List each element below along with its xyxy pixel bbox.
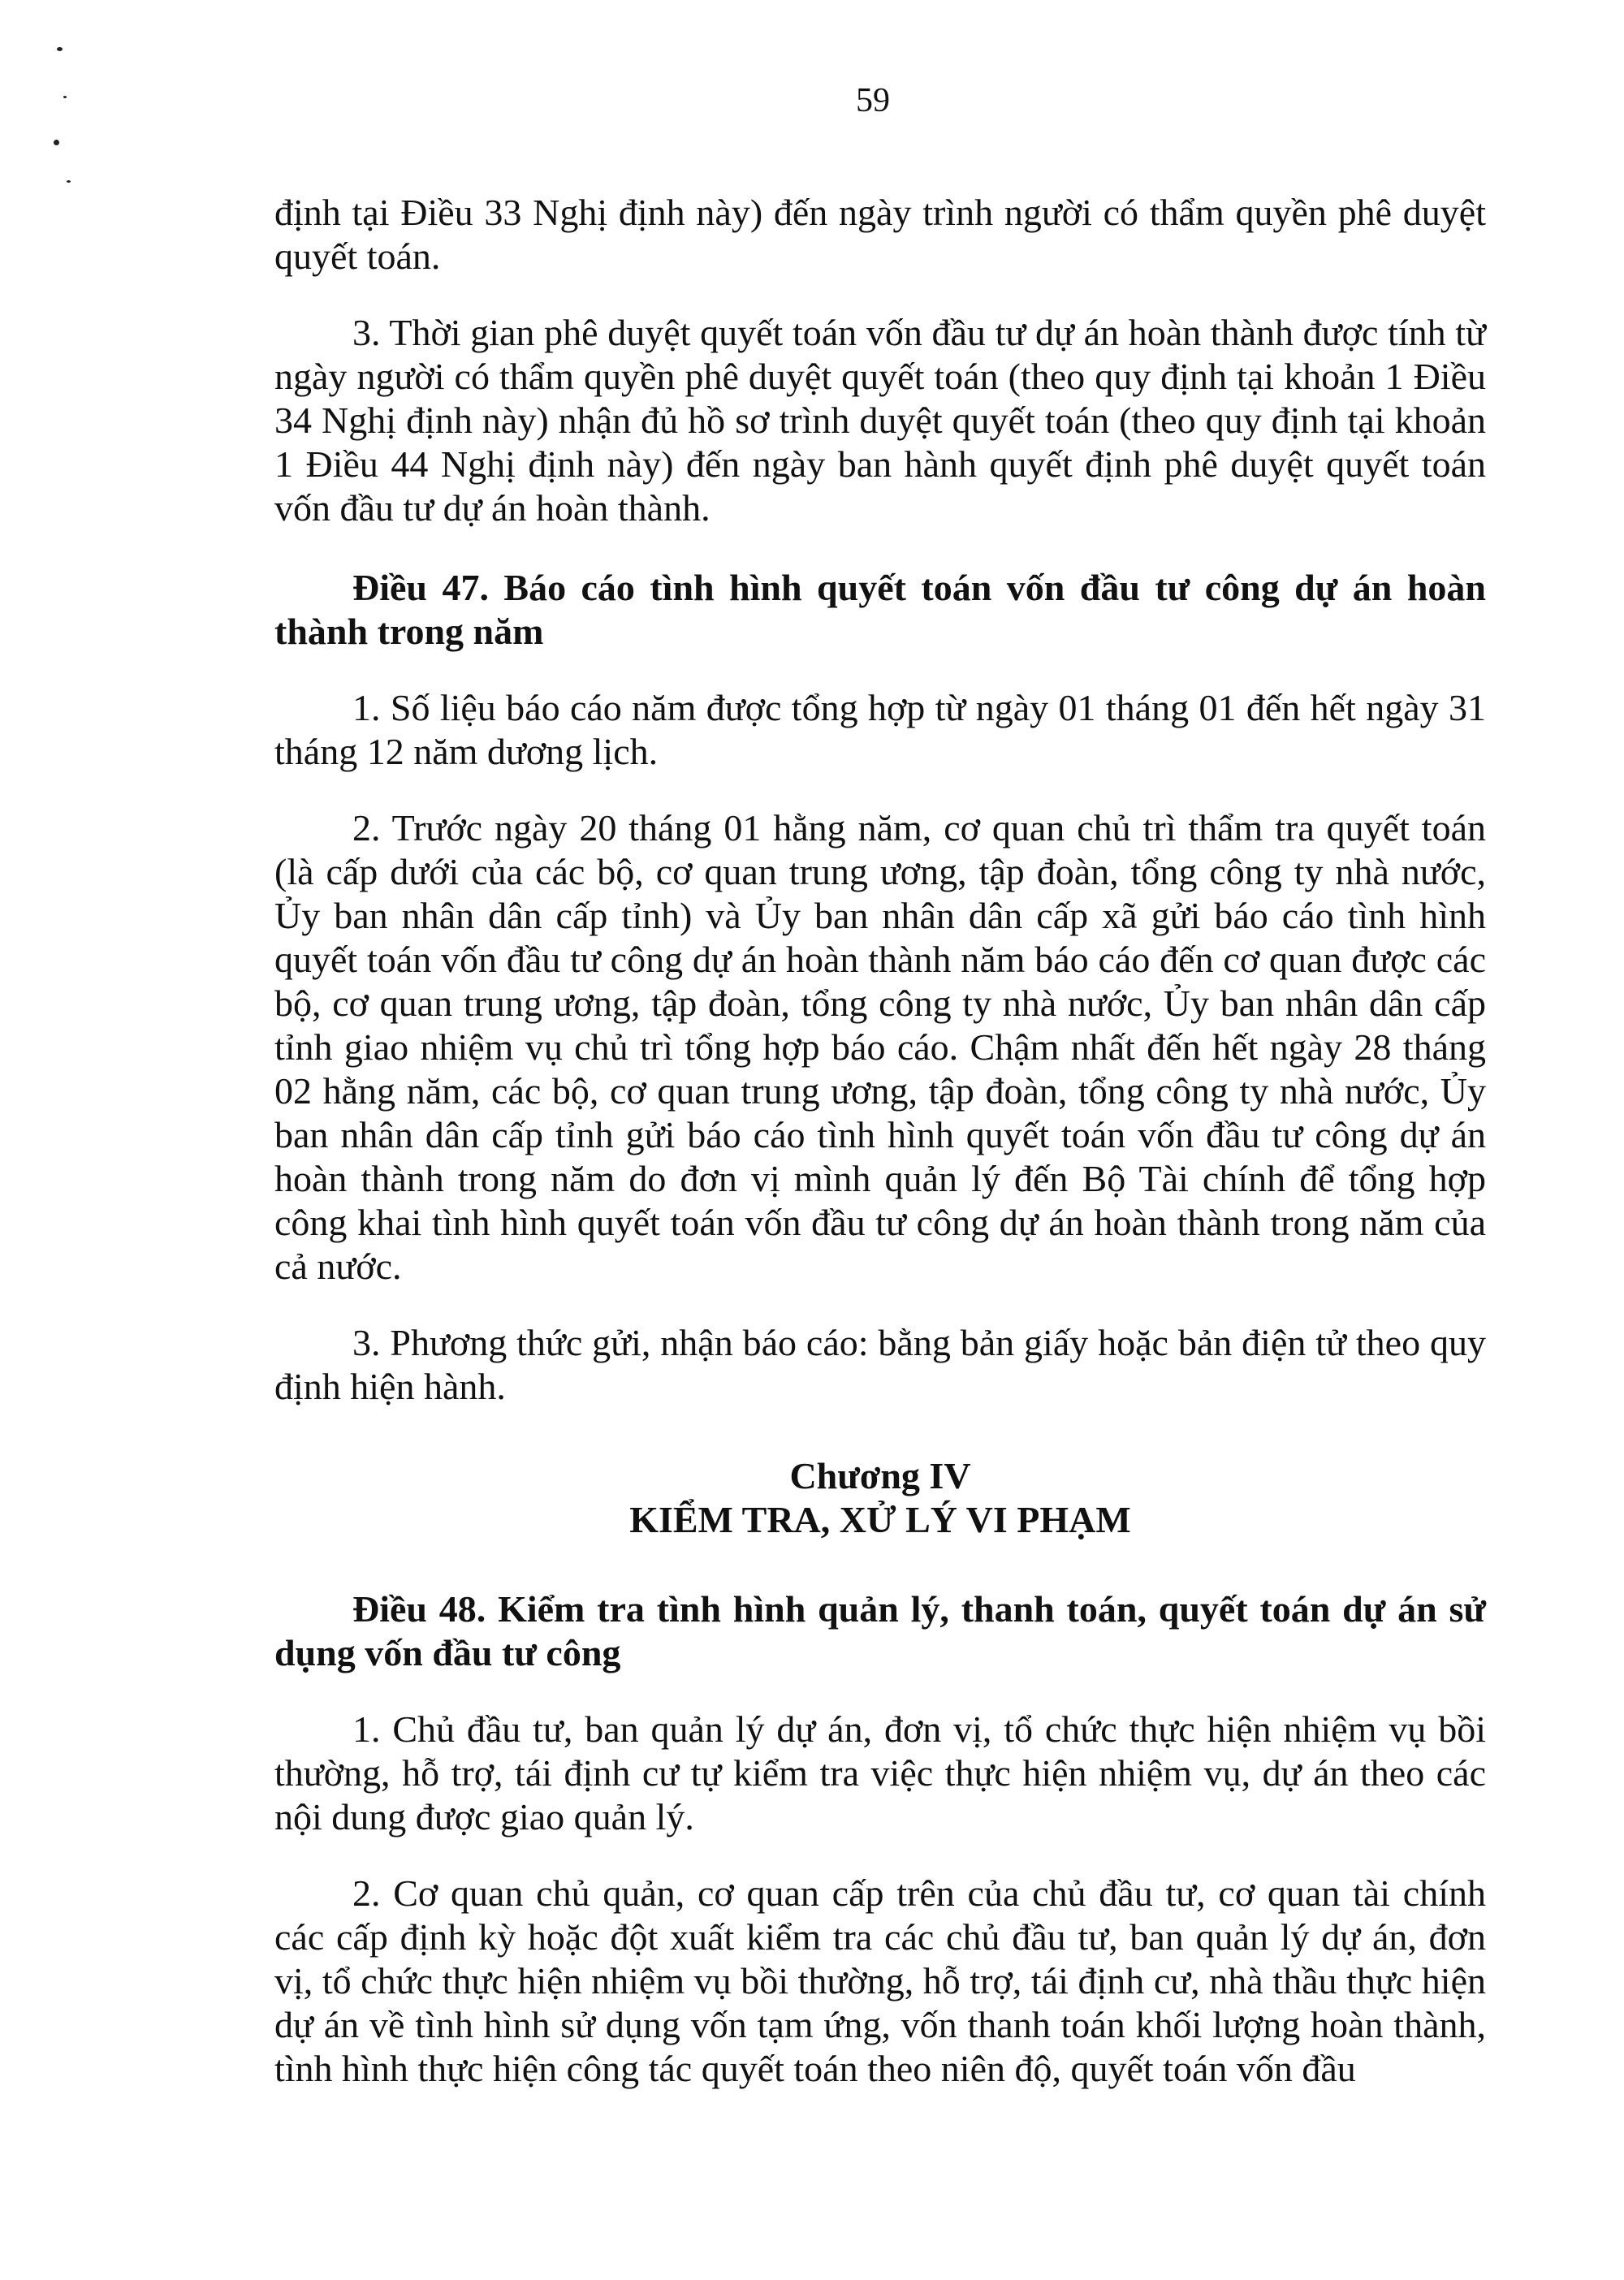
chapter-label: Chương IV xyxy=(789,1455,971,1496)
scan-speck xyxy=(57,47,63,51)
paragraph-item-3: 3. Thời gian phê duyệt quyết toán vốn đầu tư dự án hoàn thành được tính từ ngày người có thẩm quyền phê duyệt quyết toán (theo quy định tại khoản 1 Điều 34 Nghị định này) nhận đủ hồ sơ trình duyệt quyết toán (theo quy định tại khoản 1 Điều 44 Nghị định này) đến ngày ban hành quyết định phê duyệt quyết toán vốn đầu tư dự án hoàn thành. xyxy=(274,312,1486,529)
article-47-item-2: 2. Trước ngày 20 tháng 01 hằng năm, cơ quan chủ trì thẩm tra quyết toán (là cấp dưới của các bộ, cơ quan trung ương, tập đoàn, tổng công ty nhà nước, Ủy ban nhân dân cấp tỉnh) và Ủy ban nhân dân cấp xã gửi báo cáo tình hình quyết toán vốn đầu tư công dự án hoàn thành năm báo cáo đến cơ quan được các bộ, cơ quan trung ương, tập đoàn, tổng công ty nhà nước, Ủy ban nhân dân cấp tỉnh giao nhiệm vụ chủ trì tổng hợp báo cáo. Chậm nhất đến hết ngày 28 tháng 02 hằng năm, các bộ, cơ quan trung ương, tập đoàn, tổng công ty nhà nước, Ủy ban nhân dân cấp tỉnh gửi báo cáo tình hình quyết toán vốn đầu tư công dự án hoàn thành trong năm do đơn vị mình quản lý đến Bộ Tài chính để tổng hợp công khai tình hình quyết toán vốn đầu tư công dự án hoàn thành trong năm của cả nước. xyxy=(274,807,1486,1287)
article-48-item-1: 1. Chủ đầu tư, ban quản lý dự án, đơn vị, tổ chức thực hiện nhiệm vụ bồi thường, hỗ trợ, tái định cư tự kiểm tra việc thực hiện nhiệm vụ, dự án theo các nội dung được giao quản lý. xyxy=(274,1708,1486,1837)
article-47-item-3: 3. Phương thức gửi, nhận báo cáo: bằng bản giấy hoặc bản điện tử theo quy định hiện hành. xyxy=(274,1322,1486,1407)
page-number: 59 xyxy=(856,82,890,119)
article-47-item-1: 1. Số liệu báo cáo năm được tổng hợp từ ngày 01 tháng 01 đến hết ngày 31 tháng 12 năm dương lịch. xyxy=(274,687,1486,772)
chapter-title: KIỂM TRA, XỬ LÝ VI PHẠM xyxy=(629,1499,1131,1540)
paragraph-intro: định tại Điều 33 Nghị định này) đến ngày trình người có thẩm quyền phê duyệt quyết toán. xyxy=(274,192,1486,277)
article-48-item-2: 2. Cơ quan chủ quản, cơ quan cấp trên của chủ đầu tư, cơ quan tài chính các cấp định kỳ hoặc đột xuất kiểm tra các chủ đầu tư, ban quản lý dự án, đơn vị, tổ chức thực hiện nhiệm vụ bồi thường, hỗ trợ, tái định cư, nhà thầu thực hiện dự án về tình hình sử dụng vốn tạm ứng, vốn thanh toán khối lượng hoàn thành, tình hình thực hiện công tác quyết toán theo niên độ, quyết toán vốn đầu xyxy=(274,1872,1486,2089)
article-48-heading: Điều 48. Kiểm tra tình hình quản lý, thanh toán, quyết toán dự án sử dụng vốn đầu tư công xyxy=(274,1588,1486,1673)
article-47-heading: Điều 47. Báo cáo tình hình quyết toán vốn đầu tư công dự án hoàn thành trong năm xyxy=(274,567,1486,652)
scan-speck xyxy=(67,180,71,183)
document-body xyxy=(274,191,1486,2091)
scan-speck xyxy=(54,140,59,145)
